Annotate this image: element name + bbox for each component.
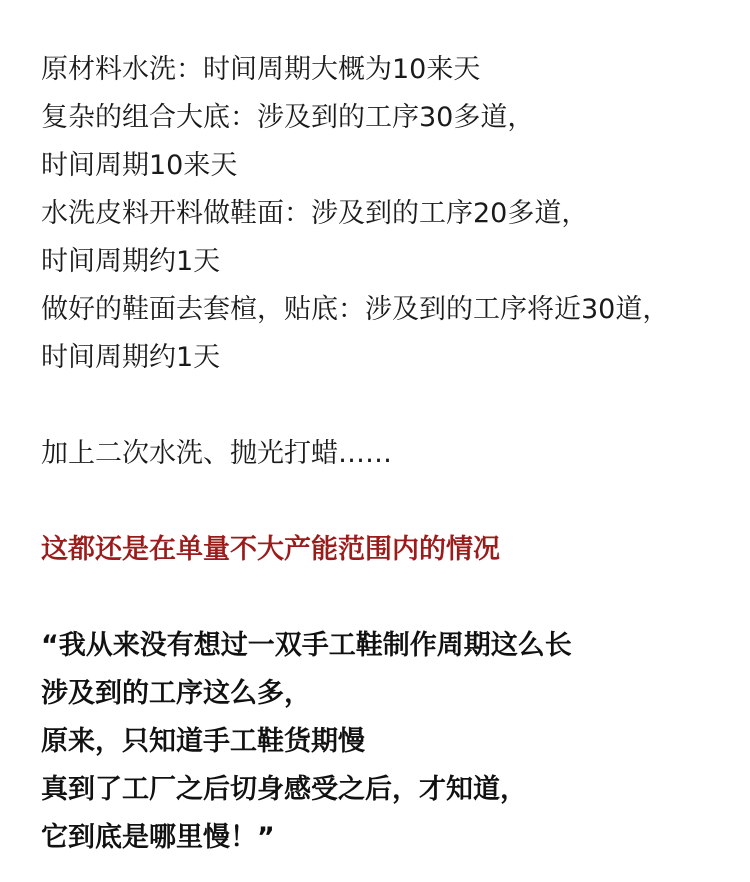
quote-line: 它到底是哪里慢！” (41, 822, 275, 853)
article-body (41, 46, 741, 862)
process-line-composite-sole: 复杂的组合大底：涉及到的工序30多道， (41, 102, 535, 133)
quote-line: “我从来没有想过一双手工鞋制作周期这么长 (41, 630, 572, 661)
process-line-raw-material-wash: 原材料水洗：时间周期大概为10来天 (41, 54, 481, 85)
process-line-composite-sole-duration: 时间周期10来天 (41, 150, 238, 181)
extra-steps-line: 加上二次水洗、抛光打蜡…… (41, 438, 392, 469)
paragraph-gap (41, 478, 741, 526)
quote-line: 真到了工厂之后切身感受之后，才知道， (41, 774, 527, 805)
paragraph-gap (41, 574, 741, 622)
process-line-upper-cutting-duration: 时间周期约1天 (41, 246, 221, 277)
highlight-line: 这都还是在单量不大产能范围内的情况 (41, 534, 500, 565)
quote-line: 原来，只知道手工鞋货期慢 (41, 726, 365, 757)
quote-line: 涉及到的工序这么多， (41, 678, 311, 709)
process-line-lasting-soling: 做好的鞋面去套楦，贴底：涉及到的工序将近30道， (41, 294, 670, 325)
process-line-lasting-soling-duration: 时间周期约1天 (41, 342, 221, 373)
paragraph-gap (41, 382, 741, 430)
process-line-upper-cutting: 水洗皮料开料做鞋面：涉及到的工序20多道， (41, 198, 589, 229)
